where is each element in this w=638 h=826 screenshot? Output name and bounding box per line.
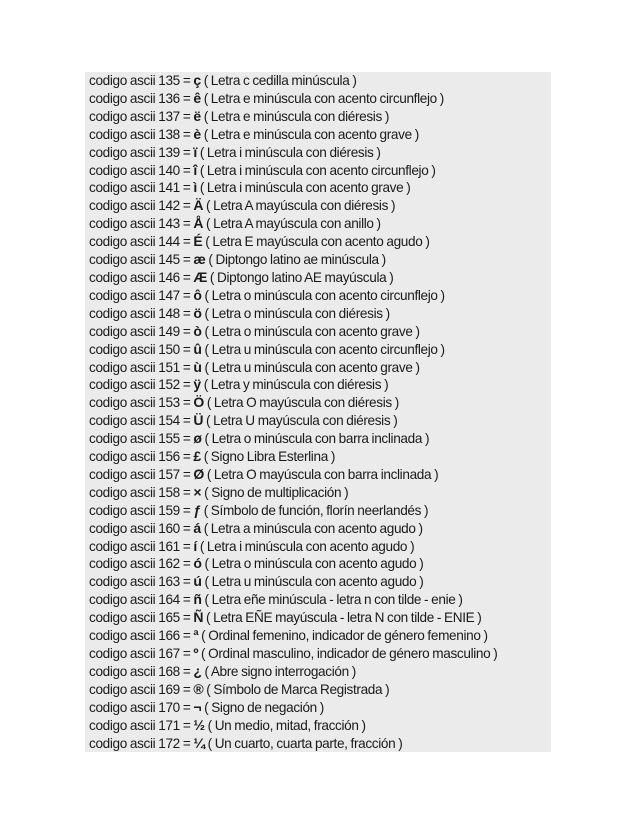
- ascii-code-row: [85, 502, 551, 520]
- ascii-code-row: [85, 555, 551, 573]
- ascii-character: ë: [193, 107, 201, 124]
- ascii-code-label: codigo ascii 152 =: [89, 377, 194, 393]
- ascii-code-label: codigo ascii 141 =: [89, 180, 194, 196]
- character-description: ( Letra i minúscula con acento circunflejo ): [196, 162, 436, 178]
- ascii-code-row: [85, 215, 551, 233]
- ascii-code-label: codigo ascii 161 =: [89, 538, 194, 554]
- ascii-code-label: codigo ascii 137 =: [89, 108, 194, 124]
- ascii-code-label: codigo ascii 155 =: [89, 431, 194, 447]
- ascii-character: ö: [193, 304, 202, 321]
- character-description: ( Letra a minúscula con acento agudo ): [200, 520, 423, 536]
- ascii-code-row: [85, 699, 551, 717]
- ascii-code-row: [85, 627, 551, 645]
- ascii-code-label: codigo ascii 138 =: [89, 126, 194, 142]
- ascii-code-label: codigo ascii 150 =: [89, 341, 194, 357]
- ascii-code-label: codigo ascii 170 =: [89, 699, 194, 715]
- ascii-code-label: codigo ascii 136 =: [89, 90, 194, 106]
- character-description: ( Letra e minúscula con acento circunflejo ): [200, 90, 444, 106]
- ascii-code-row: [85, 663, 551, 681]
- ascii-code-row: [85, 144, 551, 162]
- ascii-character: ò: [193, 322, 202, 339]
- ascii-character: ¼: [193, 734, 205, 751]
- ascii-character: æ: [193, 251, 206, 268]
- ascii-character: ƒ: [193, 501, 201, 518]
- ascii-character: ô: [193, 286, 202, 303]
- ascii-code-label: codigo ascii 171 =: [89, 717, 194, 733]
- character-description: ( Diptongo latino ae minúscula ): [205, 252, 386, 268]
- character-description: ( Letra A mayúscula con anillo ): [203, 216, 381, 232]
- ascii-code-label: codigo ascii 165 =: [89, 610, 194, 626]
- ascii-character: î: [193, 161, 197, 178]
- ascii-code-label: codigo ascii 164 =: [89, 592, 194, 608]
- ascii-code-label: codigo ascii 153 =: [89, 395, 194, 411]
- character-description: ( Letra U mayúscula con diéresis ): [203, 413, 398, 429]
- ascii-code-row: [85, 305, 551, 323]
- ascii-character: Ü: [193, 412, 204, 429]
- ascii-character: ø: [193, 430, 202, 447]
- character-description: ( Letra i minúscula con acento grave ): [196, 180, 411, 196]
- character-description: ( Letra i minúscula con diéresis ): [196, 144, 381, 160]
- ascii-character: Ö: [193, 394, 204, 411]
- ascii-code-label: codigo ascii 147 =: [89, 287, 194, 303]
- ascii-character: ñ: [193, 591, 202, 608]
- character-description: ( Un cuarto, cuarta parte, fracción ): [204, 735, 403, 751]
- character-description: ( Letra u minúscula con acento circunflejo ): [201, 341, 445, 357]
- ascii-character: £: [193, 448, 201, 465]
- ascii-code-row: [85, 108, 551, 126]
- ascii-character: ú: [193, 573, 202, 590]
- character-description: ( Signo Libra Esterlina ): [200, 449, 336, 465]
- ascii-character: ê: [193, 89, 201, 106]
- character-description: ( Letra y minúscula con diéresis ): [200, 377, 389, 393]
- ascii-code-label: codigo ascii 146 =: [89, 269, 194, 285]
- ascii-code-label: codigo ascii 154 =: [89, 413, 194, 429]
- ascii-code-row: [85, 162, 551, 180]
- ascii-character: á: [193, 519, 201, 536]
- character-description: ( Letra e minúscula con diéresis ): [200, 108, 390, 124]
- ascii-character: Å: [193, 215, 204, 232]
- character-description: ( Letra E mayúscula con acento agudo ): [202, 234, 430, 250]
- character-description: ( Signo de multiplicación ): [201, 484, 349, 500]
- ascii-code-label: codigo ascii 169 =: [89, 681, 194, 697]
- ascii-code-row: [85, 179, 551, 197]
- ascii-code-row: [85, 376, 551, 394]
- ascii-code-row: [85, 90, 551, 108]
- ascii-code-row: [85, 591, 551, 609]
- ascii-code-row: [85, 251, 551, 269]
- ascii-character: ª: [193, 627, 199, 644]
- ascii-code-label: codigo ascii 151 =: [89, 359, 194, 375]
- ascii-character: ï: [193, 143, 197, 160]
- ascii-code-row: [85, 573, 551, 591]
- ascii-code-row: [85, 359, 551, 377]
- character-description: ( Letra e minúscula con acento grave ): [200, 126, 419, 142]
- ascii-character: ÿ: [193, 376, 201, 393]
- ascii-code-row: [85, 484, 551, 502]
- character-description: ( Ordinal masculino, indicador de género masculino ): [198, 646, 498, 661]
- ascii-character: ¿: [193, 662, 202, 679]
- ascii-code-row: [85, 681, 551, 699]
- character-description: ( Letra o minúscula con acento circunflejo ): [201, 287, 445, 303]
- character-description: ( Ordinal femenino, indicador de género femenino ): [198, 628, 488, 644]
- ascii-code-label: codigo ascii 145 =: [89, 252, 194, 268]
- character-description: ( Letra A mayúscula con diéresis ): [203, 198, 396, 214]
- ascii-code-label: codigo ascii 143 =: [89, 216, 194, 232]
- character-description: ( Letra o minúscula con acento agudo ): [201, 556, 424, 572]
- ascii-code-row: [85, 538, 551, 556]
- ascii-code-row: [85, 609, 551, 627]
- ascii-code-label: codigo ascii 168 =: [89, 663, 194, 679]
- ascii-code-row: [85, 72, 551, 90]
- ascii-code-row: [85, 269, 551, 287]
- ascii-code-row: [85, 341, 551, 359]
- ascii-code-label: codigo ascii 166 =: [89, 628, 194, 644]
- ascii-code-row: [85, 735, 551, 753]
- character-description: ( Letra o minúscula con acento grave ): [201, 323, 420, 339]
- ascii-code-label: codigo ascii 172 =: [89, 735, 194, 751]
- character-description: ( Letra eñe minúscula - letra n con tilde - enie ): [201, 592, 463, 608]
- ascii-character: Ø: [193, 465, 204, 482]
- ascii-code-row: [85, 412, 551, 430]
- character-description: ( Letra i minúscula con acento agudo ): [196, 538, 415, 554]
- ascii-character: Æ: [193, 268, 207, 285]
- ascii-code-label: codigo ascii 160 =: [89, 520, 194, 536]
- ascii-code-row: [85, 466, 551, 484]
- ascii-code-label: codigo ascii 148 =: [89, 305, 194, 321]
- character-description: ( Letra EÑE mayúscula - letra N con tilde - ENIE ): [203, 610, 482, 626]
- character-description: ( Abre signo interrogación ): [201, 663, 356, 679]
- ascii-character: ¬: [193, 698, 202, 715]
- ascii-code-row: [85, 448, 551, 466]
- ascii-code-row: [85, 394, 551, 412]
- ascii-character: ®: [193, 680, 204, 697]
- ascii-code-label: codigo ascii 156 =: [89, 449, 194, 465]
- ascii-code-row: [85, 645, 551, 663]
- character-description: ( Símbolo de Marca Registrada ): [203, 681, 390, 697]
- ascii-character: ç: [193, 72, 201, 88]
- ascii-character: ù: [193, 358, 202, 375]
- ascii-character: Ä: [193, 197, 204, 214]
- character-description: ( Diptongo latino AE mayúscula ): [207, 269, 394, 285]
- ascii-character: ×: [193, 483, 202, 500]
- ascii-character: û: [193, 340, 202, 357]
- ascii-character: í: [193, 537, 197, 554]
- ascii-code-label: codigo ascii 167 =: [89, 646, 194, 661]
- character-description: ( Letra O mayúscula con barra inclinada ): [203, 466, 439, 482]
- ascii-code-row: [85, 233, 551, 251]
- ascii-code-label: codigo ascii 163 =: [89, 574, 194, 590]
- ascii-code-row: [85, 717, 551, 735]
- ascii-code-label: codigo ascii 159 =: [89, 502, 194, 518]
- ascii-code-row: [85, 430, 551, 448]
- character-description: ( Un medio, mitad, fracción ): [204, 717, 366, 733]
- ascii-character: É: [193, 233, 203, 250]
- character-description: ( Letra c cedilla minúscula ): [200, 73, 357, 88]
- ascii-code-label: codigo ascii 157 =: [89, 466, 194, 482]
- ascii-character: ½: [193, 716, 205, 733]
- ascii-character: è: [193, 125, 201, 142]
- ascii-code-label: codigo ascii 142 =: [89, 198, 194, 214]
- ascii-code-label: codigo ascii 135 =: [89, 73, 194, 88]
- ascii-code-label: codigo ascii 149 =: [89, 323, 194, 339]
- character-description: ( Letra O mayúscula con diéresis ): [203, 395, 399, 411]
- ascii-code-row: [85, 126, 551, 144]
- character-description: ( Letra u minúscula con acento agudo ): [201, 574, 424, 590]
- character-description: ( Letra u minúscula con acento grave ): [201, 359, 420, 375]
- ascii-code-label: codigo ascii 144 =: [89, 234, 194, 250]
- ascii-code-label: codigo ascii 158 =: [89, 484, 194, 500]
- ascii-character: ó: [193, 555, 202, 572]
- ascii-code-row: [85, 287, 551, 305]
- character-description: ( Letra o minúscula con diéresis ): [201, 305, 390, 321]
- ascii-code-row: [85, 197, 551, 215]
- ascii-code-label: codigo ascii 140 =: [89, 162, 194, 178]
- ascii-code-list: [85, 72, 551, 752]
- ascii-code-row: [85, 323, 551, 341]
- ascii-code-row: [85, 520, 551, 538]
- character-description: ( Símbolo de función, florín neerlandés ): [200, 502, 429, 518]
- ascii-character: º: [193, 645, 199, 661]
- ascii-code-label: codigo ascii 139 =: [89, 144, 194, 160]
- ascii-character: Ñ: [193, 609, 204, 626]
- character-description: ( Signo de negación ): [201, 699, 324, 715]
- ascii-character: ì: [193, 179, 197, 196]
- character-description: ( Letra o minúscula con barra inclinada ): [201, 431, 430, 447]
- ascii-code-label: codigo ascii 162 =: [89, 556, 194, 572]
